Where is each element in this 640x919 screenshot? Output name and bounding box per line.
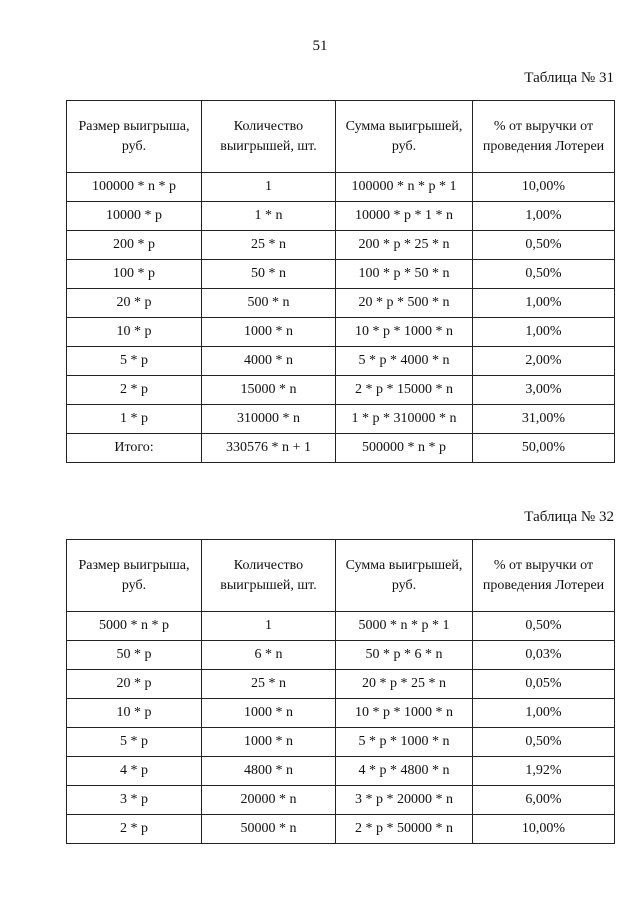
cell-prize-amount: 3 * p bbox=[67, 786, 202, 815]
cell-prize-sum: 2 * p * 50000 * n bbox=[336, 815, 473, 844]
cell-prize-amount: 5000 * n * p bbox=[67, 612, 202, 641]
table-row bbox=[67, 786, 615, 815]
cell-prize-amount: 200 * p bbox=[67, 231, 202, 260]
cell-prize-sum: 50 * p * 6 * n bbox=[336, 641, 473, 670]
cell-prize-count: 1 bbox=[202, 612, 336, 641]
cell-prize-count: 1000 * n bbox=[202, 728, 336, 757]
cell-prize-amount: 100 * p bbox=[67, 260, 202, 289]
cell-prize-count: 25 * n bbox=[202, 231, 336, 260]
cell-prize-count: 500 * n bbox=[202, 289, 336, 318]
cell-prize-sum: 1 * p * 310000 * n bbox=[336, 405, 473, 434]
cell-revenue-percent: 1,00% bbox=[473, 318, 615, 347]
cell-revenue-percent: 6,00% bbox=[473, 786, 615, 815]
cell-prize-sum: 4 * p * 4800 * n bbox=[336, 757, 473, 786]
header-revenue-percent: % от выручки от проведения Лотереи bbox=[473, 540, 615, 612]
table-row bbox=[67, 376, 615, 405]
cell-prize-amount: 20 * p bbox=[67, 289, 202, 318]
header-prize-count: Количество выигрышей, шт. bbox=[202, 101, 336, 173]
cell-prize-amount: 50 * p bbox=[67, 641, 202, 670]
cell-revenue-percent: 1,00% bbox=[473, 289, 615, 318]
cell-prize-amount: 1 * p bbox=[67, 405, 202, 434]
cell-prize-amount: 2 * p bbox=[67, 376, 202, 405]
cell-prize-sum: 2 * p * 15000 * n bbox=[336, 376, 473, 405]
cell-revenue-percent: 31,00% bbox=[473, 405, 615, 434]
cell-revenue-percent: 10,00% bbox=[473, 173, 615, 202]
cell-prize-count: 330576 * n + 1 bbox=[202, 434, 336, 463]
cell-revenue-percent: 1,00% bbox=[473, 202, 615, 231]
header-prize-amount: Размер выигрыша, руб. bbox=[67, 101, 202, 173]
table-row bbox=[67, 670, 615, 699]
table-header-row bbox=[67, 540, 615, 612]
cell-prize-count: 50 * n bbox=[202, 260, 336, 289]
cell-prize-count: 1 * n bbox=[202, 202, 336, 231]
table-row bbox=[67, 289, 615, 318]
cell-prize-amount: 4 * p bbox=[67, 757, 202, 786]
cell-revenue-percent: 0,50% bbox=[473, 612, 615, 641]
cell-prize-count: 4800 * n bbox=[202, 757, 336, 786]
table-row bbox=[67, 202, 615, 231]
cell-prize-amount: 5 * p bbox=[67, 347, 202, 376]
cell-prize-amount: 20 * p bbox=[67, 670, 202, 699]
cell-prize-count: 20000 * n bbox=[202, 786, 336, 815]
table-caption: Таблица № 31 bbox=[524, 70, 614, 86]
cell-prize-count: 15000 * n bbox=[202, 376, 336, 405]
cell-prize-amount: 100000 * n * p bbox=[67, 173, 202, 202]
cell-prize-sum: 5 * p * 1000 * n bbox=[336, 728, 473, 757]
cell-prize-sum: 20 * p * 500 * n bbox=[336, 289, 473, 318]
table-header-row bbox=[67, 101, 615, 173]
cell-revenue-percent: 0,50% bbox=[473, 260, 615, 289]
cell-prize-count: 1000 * n bbox=[202, 318, 336, 347]
cell-prize-count: 4000 * n bbox=[202, 347, 336, 376]
cell-prize-count: 25 * n bbox=[202, 670, 336, 699]
table-row bbox=[67, 757, 615, 786]
cell-prize-sum: 5000 * n * p * 1 bbox=[336, 612, 473, 641]
cell-prize-amount: 5 * p bbox=[67, 728, 202, 757]
table-row bbox=[67, 231, 615, 260]
cell-prize-amount: 10000 * p bbox=[67, 202, 202, 231]
cell-prize-sum: 10 * p * 1000 * n bbox=[336, 699, 473, 728]
cell-revenue-percent: 0,50% bbox=[473, 231, 615, 260]
cell-prize-amount: 10 * p bbox=[67, 699, 202, 728]
cell-prize-count: 6 * n bbox=[202, 641, 336, 670]
cell-prize-amount: 10 * p bbox=[67, 318, 202, 347]
header-prize-amount: Размер выигрыша, руб. bbox=[67, 540, 202, 612]
table-row bbox=[67, 699, 615, 728]
cell-prize-amount: Итого: bbox=[67, 434, 202, 463]
cell-prize-sum: 100 * p * 50 * n bbox=[336, 260, 473, 289]
cell-prize-sum: 200 * p * 25 * n bbox=[336, 231, 473, 260]
winnings-table-32 bbox=[66, 539, 615, 844]
cell-prize-sum: 500000 * n * p bbox=[336, 434, 473, 463]
header-prize-count: Количество выигрышей, шт. bbox=[202, 540, 336, 612]
cell-revenue-percent: 0,50% bbox=[473, 728, 615, 757]
cell-revenue-percent: 3,00% bbox=[473, 376, 615, 405]
table-row bbox=[67, 318, 615, 347]
cell-revenue-percent: 1,00% bbox=[473, 699, 615, 728]
cell-prize-amount: 2 * p bbox=[67, 815, 202, 844]
header-prize-sum: Сумма выигрышей, руб. bbox=[336, 540, 473, 612]
cell-revenue-percent: 0,05% bbox=[473, 670, 615, 699]
table-row bbox=[67, 434, 615, 463]
table-row bbox=[67, 728, 615, 757]
cell-prize-sum: 3 * p * 20000 * n bbox=[336, 786, 473, 815]
cell-revenue-percent: 1,92% bbox=[473, 757, 615, 786]
table-row bbox=[67, 173, 615, 202]
cell-prize-count: 1000 * n bbox=[202, 699, 336, 728]
cell-prize-count: 310000 * n bbox=[202, 405, 336, 434]
cell-revenue-percent: 50,00% bbox=[473, 434, 615, 463]
header-revenue-percent: % от выручки от проведения Лотереи bbox=[473, 101, 615, 173]
page-number: 51 bbox=[312, 38, 328, 54]
table-row bbox=[67, 260, 615, 289]
cell-prize-count: 1 bbox=[202, 173, 336, 202]
cell-prize-sum: 20 * p * 25 * n bbox=[336, 670, 473, 699]
cell-prize-sum: 5 * p * 4000 * n bbox=[336, 347, 473, 376]
table-row bbox=[67, 405, 615, 434]
cell-prize-sum: 10000 * p * 1 * n bbox=[336, 202, 473, 231]
cell-revenue-percent: 2,00% bbox=[473, 347, 615, 376]
cell-revenue-percent: 0,03% bbox=[473, 641, 615, 670]
cell-revenue-percent: 10,00% bbox=[473, 815, 615, 844]
table-row bbox=[67, 815, 615, 844]
cell-prize-count: 50000 * n bbox=[202, 815, 336, 844]
table-caption: Таблица № 32 bbox=[524, 509, 614, 525]
table-row bbox=[67, 641, 615, 670]
winnings-table-31 bbox=[66, 100, 615, 463]
table-row bbox=[67, 347, 615, 376]
cell-prize-sum: 100000 * n * p * 1 bbox=[336, 173, 473, 202]
header-prize-sum: Сумма выигрышей, руб. bbox=[336, 101, 473, 173]
table-row bbox=[67, 612, 615, 641]
cell-prize-sum: 10 * p * 1000 * n bbox=[336, 318, 473, 347]
